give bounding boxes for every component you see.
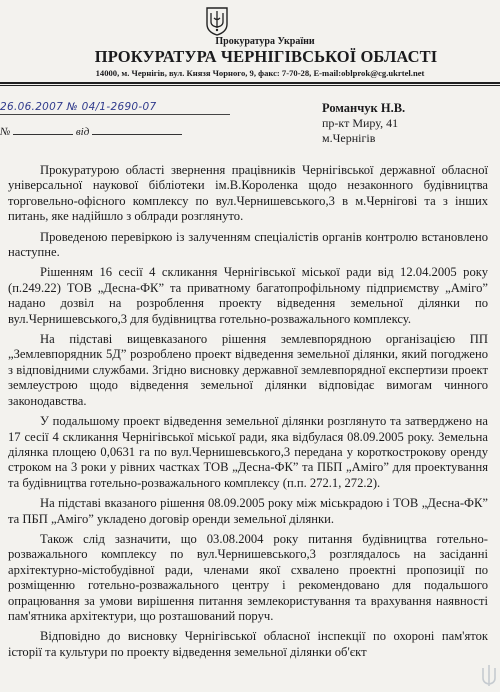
recipient-name: Романчук Н.В.: [322, 101, 406, 115]
trident-coat-of-arms-icon: [205, 6, 229, 36]
letter-body: [8, 163, 488, 665]
watermark-logo-icon: [481, 664, 497, 688]
number-blank: [13, 124, 73, 135]
body-paragraph: Також слід зазначити, що 03.08.2004 року питання будівництва готельно-розважального комплексу по вул.Чернишевського,3 розглядалось на засіданні архітектурно-містобудівної ради, членами якої схвалено проектні пропозиції по розміщенню готельно-розважального центру і рекомендовано для подальшого опрацювання за умови вирішення питання землекористування та врахування наявності пам'ятника архітектури, що розташований поруч.: [8, 531, 488, 623]
recipient-address-street: пр-кт Миру, 41: [322, 116, 399, 130]
organization-superior: Прокуратура України: [215, 36, 315, 47]
outgoing-number-row: [0, 124, 240, 138]
header-divider-thick: [0, 82, 500, 84]
date-blank: [92, 124, 182, 135]
header-divider-thin: [0, 85, 500, 86]
body-paragraph: У подальшому проект відведення земельної ділянки розглянуто та затверджено на 17 сесії 4 скликання Чернігівської міської ради, яка відбулася 08.09.2005 року. Земельна ділянка площею 0,0631 га по вул.Чернишевського,3 передана у короткострокову оренду строком на 3 роки у рівних частках ТОВ „Десна-ФК” та ПБП „Аміго” для проектування та будівництва готельно-розважального комплексу (п.п. 272.1, 272.2).: [8, 414, 488, 490]
body-paragraph: Відповідно до висновку Чернігівської обласної інспекції по охороні пам'яток історії та культури по проекту відведення земельної ділянки об'єкт: [8, 629, 488, 659]
recipient-address-city: м.Чернігів: [322, 131, 376, 145]
date-line: [0, 114, 230, 115]
handwritten-date-number: 26.06.2007 № 04/1-2690-07: [0, 101, 157, 113]
recipient-block: [322, 101, 492, 146]
number-prefix: №: [0, 126, 11, 138]
body-paragraph: Рішенням 16 сесії 4 скликання Чернігівської міської ради від 12.04.2005 року (п.249.22) ТОВ „Десна-ФК” та приватному багатопрофільному підприємству „Аміго” надано дозвіл на розроблення проекту відведення земельної ділянки по вул.Чернишевського,3 для будівництва готельно-розважального комплексу.: [8, 265, 488, 326]
body-paragraph: На підставі вищевказаного рішення землевпорядною організацією ПП „Землевпорядник 5Д” розроблено проект відведення земельної ділянки, який погоджено з відповідними службами. Згідно висновку державної землевпорядної експертизи проект землеустрою щодо відведення земельної ділянки відповідає вимогам чинного законодавства.: [8, 332, 488, 408]
organization-title: ПРОКУРАТУРА ЧЕРНІГІВСЬКОЇ ОБЛАСТІ: [94, 47, 438, 66]
body-paragraph: Прокуратурою області звернення працівників Чернігівської державної обласної універсальної наукової бібліотеки ім.В.Короленка щодо незаконного будівництва торговельно-офісного комплексу по вул.Чернишевського,3 в м.Чернігові та з інших питань, яке надійшло з облради розглянуто.: [8, 163, 488, 224]
date-prefix: від: [75, 126, 90, 138]
body-paragraph: На підставі вказаного рішення 08.09.2005 року між міськрадою і ТОВ „Десна-ФК” та ПБП „Аміго” укладено договір оренди земельної ділянки.: [8, 496, 488, 526]
body-paragraph: Проведеною перевіркою із залученням спеціалістів органів контролю встановлено наступне.: [8, 229, 488, 260]
organization-address: 14000, м. Чернігів, вул. Князя Чорного, 9, факс: 7-70-28, E-mail:oblprok@cg.ukrtel.net: [95, 68, 425, 78]
